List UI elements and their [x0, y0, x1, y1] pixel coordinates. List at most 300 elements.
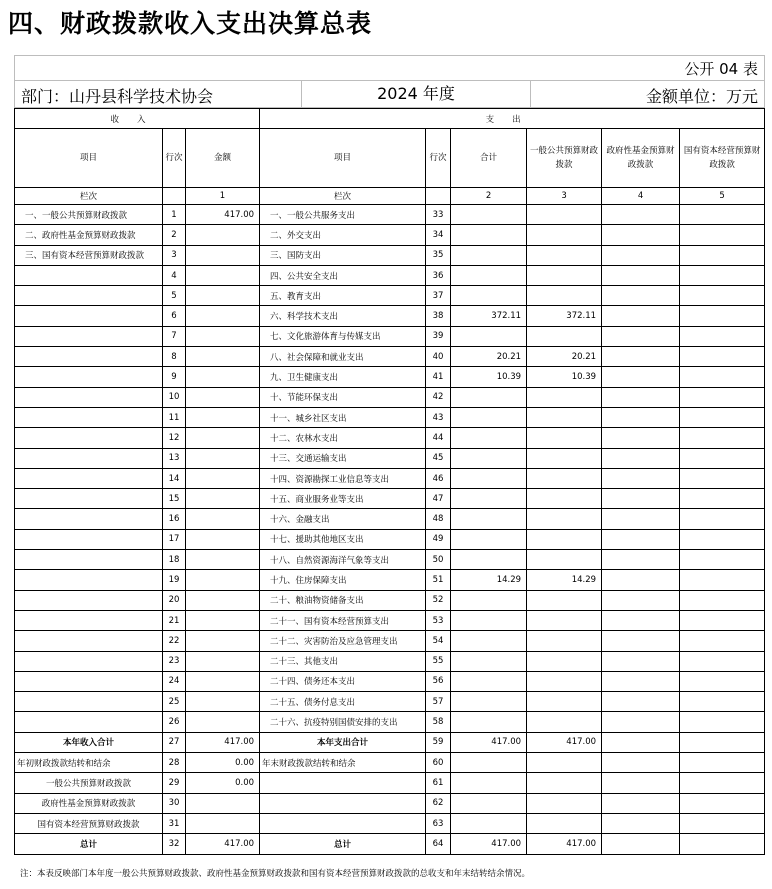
expense-state	[680, 529, 765, 549]
summary-row-begin-balance	[15, 753, 765, 773]
expense-item: 二十三、其他支出	[260, 651, 426, 671]
income-item	[15, 712, 163, 732]
income-amount	[186, 509, 260, 529]
expense-item: 九、卫生健康支出	[260, 367, 426, 387]
page-title: 四、财政拨款收入支出决算总表	[8, 9, 373, 38]
grand-amount-ex: 417.00	[451, 834, 527, 854]
expense-gov	[602, 265, 680, 285]
expense-general: 372.11	[527, 306, 602, 326]
expense-line: 49	[426, 529, 451, 549]
income-item	[15, 367, 163, 387]
year-expense-line: 59	[426, 732, 451, 752]
income-item	[15, 671, 163, 691]
income-line: 14	[163, 468, 186, 488]
table-row	[15, 489, 765, 509]
expense-state	[680, 428, 765, 448]
table-row	[15, 468, 765, 488]
expense-line: 55	[426, 651, 451, 671]
income-amount	[186, 306, 260, 326]
expense-general	[527, 428, 602, 448]
table-row	[15, 448, 765, 468]
income-item	[15, 306, 163, 326]
income-amount	[186, 570, 260, 590]
expense-item: 二十二、灾害防治及应急管理支出	[260, 631, 426, 651]
expense-gov	[602, 651, 680, 671]
income-line: 24	[163, 671, 186, 691]
income-line: 26	[163, 712, 186, 732]
expense-state	[680, 509, 765, 529]
expense-total	[451, 387, 527, 407]
income-amount	[186, 347, 260, 367]
income-amount	[186, 448, 260, 468]
expense-gov	[602, 347, 680, 367]
expense-gov	[602, 570, 680, 590]
income-amount	[186, 407, 260, 427]
expense-item: 二十一、国有资本经营预算支出	[260, 610, 426, 630]
sub3-state	[680, 813, 765, 833]
expense-total	[451, 448, 527, 468]
income-line: 2	[163, 225, 186, 245]
expense-state	[680, 245, 765, 265]
table-row	[15, 245, 765, 265]
sub3-expense-item	[260, 813, 426, 833]
column-header-row	[15, 129, 765, 188]
expense-total	[451, 245, 527, 265]
table-row	[15, 509, 765, 529]
table-row	[15, 692, 765, 712]
sub3-label: 国有资本经营预算财政拨款	[15, 813, 163, 833]
expense-state	[680, 570, 765, 590]
end-line: 60	[426, 753, 451, 773]
expense-gov	[602, 590, 680, 610]
sub2-general	[527, 793, 602, 813]
expense-general: 14.29	[527, 570, 602, 590]
sub2-label: 政府性基金预算财政拨款	[15, 793, 163, 813]
income-item	[15, 570, 163, 590]
expense-gov	[602, 225, 680, 245]
expense-total	[451, 651, 527, 671]
sub2-expense-line: 62	[426, 793, 451, 813]
income-line: 5	[163, 286, 186, 306]
expense-total	[451, 712, 527, 732]
expense-item: 二十四、债务还本支出	[260, 671, 426, 691]
income-line: 10	[163, 387, 186, 407]
sub3-amount	[186, 813, 260, 833]
expense-state	[680, 387, 765, 407]
year-income-amount: 417.00	[186, 732, 260, 752]
grand-state-ex	[680, 834, 765, 854]
expense-general	[527, 448, 602, 468]
table-row	[15, 326, 765, 346]
expense-item: 六、科学技术支出	[260, 306, 426, 326]
expense-line: 52	[426, 590, 451, 610]
income-item	[15, 468, 163, 488]
summary-row-grand-total	[15, 834, 765, 854]
income-item	[15, 407, 163, 427]
expense-item: 十四、资源勘探工业信息等支出	[260, 468, 426, 488]
sub1-gov	[602, 773, 680, 793]
table-row	[15, 265, 765, 285]
expense-state	[680, 468, 765, 488]
expense-line: 48	[426, 509, 451, 529]
income-item	[15, 387, 163, 407]
expense-item: 十三、交通运输支出	[260, 448, 426, 468]
expense-state	[680, 205, 765, 225]
income-amount	[186, 265, 260, 285]
summary-row-sub3	[15, 813, 765, 833]
income-amount	[186, 529, 260, 549]
expense-general	[527, 407, 602, 427]
income-line: 19	[163, 570, 186, 590]
year-income-total-label: 本年收入合计	[15, 732, 163, 752]
expense-gov	[602, 387, 680, 407]
form-code: 公开 04 表	[684, 60, 758, 78]
expense-state	[680, 651, 765, 671]
income-line: 6	[163, 306, 186, 326]
expense-total	[451, 489, 527, 509]
income-amount	[186, 631, 260, 651]
income-item	[15, 550, 163, 570]
table-row	[15, 550, 765, 570]
expense-item: 十六、金融支出	[260, 509, 426, 529]
expense-item: 二十、粮油物资储备支出	[260, 590, 426, 610]
expense-item: 十、节能环保支出	[260, 387, 426, 407]
expense-line: 44	[426, 428, 451, 448]
expense-item: 十一、城乡社区支出	[260, 407, 426, 427]
income-line: 23	[163, 651, 186, 671]
budget-table	[14, 108, 765, 855]
sub1-total	[451, 773, 527, 793]
table-row	[15, 407, 765, 427]
sub1-general	[527, 773, 602, 793]
expense-total	[451, 468, 527, 488]
income-amount: 417.00	[186, 205, 260, 225]
col-general-budget: 一般公共预算财政拨款	[527, 129, 602, 188]
expense-gov	[602, 529, 680, 549]
expense-state	[680, 326, 765, 346]
expense-line: 46	[426, 468, 451, 488]
income-amount	[186, 651, 260, 671]
expense-line: 45	[426, 448, 451, 468]
expense-item: 十五、商业服务业等支出	[260, 489, 426, 509]
grand-line-in: 32	[163, 834, 186, 854]
year-expense-total-label: 本年支出合计	[260, 732, 426, 752]
income-item	[15, 529, 163, 549]
end-state	[680, 753, 765, 773]
report-header	[14, 55, 765, 108]
expense-line: 36	[426, 265, 451, 285]
income-item	[15, 286, 163, 306]
expense-total	[451, 671, 527, 691]
col-income-item: 项目	[15, 129, 163, 188]
expense-general	[527, 509, 602, 529]
colno-4: 4	[602, 188, 680, 205]
table-row	[15, 631, 765, 651]
expense-total	[451, 550, 527, 570]
income-amount	[186, 245, 260, 265]
income-amount	[186, 326, 260, 346]
income-item	[15, 448, 163, 468]
colno-2: 2	[451, 188, 527, 205]
expense-general	[527, 631, 602, 651]
year-expense-gov	[602, 732, 680, 752]
table-row	[15, 306, 765, 326]
table-row	[15, 590, 765, 610]
expense-general	[527, 651, 602, 671]
expense-total: 20.21	[451, 347, 527, 367]
expense-general	[527, 205, 602, 225]
expense-state	[680, 265, 765, 285]
expense-total	[451, 265, 527, 285]
expense-gov	[602, 205, 680, 225]
grand-total-in-label: 总计	[15, 834, 163, 854]
income-line: 25	[163, 692, 186, 712]
unit-label: 金额单位：万元	[645, 87, 758, 106]
expense-total	[451, 428, 527, 448]
sub2-gov	[602, 793, 680, 813]
expense-item: 三、国防支出	[260, 245, 426, 265]
expense-general	[527, 468, 602, 488]
year-income-line: 27	[163, 732, 186, 752]
expense-state	[680, 367, 765, 387]
income-amount	[186, 428, 260, 448]
expense-state	[680, 407, 765, 427]
sub3-total	[451, 813, 527, 833]
sub3-expense-line: 63	[426, 813, 451, 833]
expense-item: 七、文化旅游体育与传媒支出	[260, 326, 426, 346]
expense-gov	[602, 286, 680, 306]
expense-total	[451, 529, 527, 549]
grand-total-ex-label: 总计	[260, 834, 426, 854]
expense-gov	[602, 712, 680, 732]
col-expense-item: 项目	[260, 129, 426, 188]
expense-gov	[602, 367, 680, 387]
colno-1: 1	[186, 188, 260, 205]
sub1-line: 29	[163, 773, 186, 793]
income-line: 9	[163, 367, 186, 387]
end-general	[527, 753, 602, 773]
expense-total	[451, 631, 527, 651]
grand-amount-in: 417.00	[186, 834, 260, 854]
col-total: 合计	[451, 129, 527, 188]
sub3-line: 31	[163, 813, 186, 833]
expense-state	[680, 590, 765, 610]
expense-gov	[602, 692, 680, 712]
expense-gov	[602, 326, 680, 346]
table-row	[15, 205, 765, 225]
expense-state	[680, 671, 765, 691]
income-line: 13	[163, 448, 186, 468]
expense-general	[527, 225, 602, 245]
year-label: 2024 年度	[301, 81, 531, 107]
income-amount	[186, 712, 260, 732]
sub2-amount	[186, 793, 260, 813]
sub3-gov	[602, 813, 680, 833]
income-line: 18	[163, 550, 186, 570]
end-balance-label: 年末财政拨款结转和结余	[260, 753, 426, 773]
table-row	[15, 610, 765, 630]
expense-general: 20.21	[527, 347, 602, 367]
expense-gov	[602, 509, 680, 529]
table-row	[15, 529, 765, 549]
income-item: 一、一般公共预算财政拨款	[15, 205, 163, 225]
grand-gov-ex	[602, 834, 680, 854]
expense-gov	[602, 610, 680, 630]
sub1-amount: 0.00	[186, 773, 260, 793]
expense-gov	[602, 631, 680, 651]
sub1-label: 一般公共预算财政拨款	[15, 773, 163, 793]
expense-state	[680, 631, 765, 651]
expense-item: 二十六、抗疫特别国债安排的支出	[260, 712, 426, 732]
income-item	[15, 651, 163, 671]
expense-total: 14.29	[451, 570, 527, 590]
expense-total	[451, 407, 527, 427]
income-item	[15, 265, 163, 285]
expense-line: 43	[426, 407, 451, 427]
expense-state	[680, 286, 765, 306]
expense-total	[451, 610, 527, 630]
section-header-row	[15, 109, 765, 129]
colno-exp-label: 栏次	[260, 188, 426, 205]
sub2-state	[680, 793, 765, 813]
expense-general	[527, 326, 602, 346]
expense-total	[451, 205, 527, 225]
income-line: 22	[163, 631, 186, 651]
expense-line: 50	[426, 550, 451, 570]
income-amount	[186, 610, 260, 630]
expense-item: 十八、自然资源海洋气象等支出	[260, 550, 426, 570]
expense-item: 五、教育支出	[260, 286, 426, 306]
sub1-expense-item	[260, 773, 426, 793]
header-row-code	[15, 56, 764, 81]
colno-label: 栏次	[15, 188, 163, 205]
income-line: 3	[163, 245, 186, 265]
expense-line: 38	[426, 306, 451, 326]
expense-general	[527, 671, 602, 691]
begin-balance-label: 年初财政拨款结转和结余	[15, 753, 163, 773]
table-row	[15, 225, 765, 245]
income-amount	[186, 225, 260, 245]
income-amount	[186, 489, 260, 509]
expense-line: 53	[426, 610, 451, 630]
expense-gov	[602, 448, 680, 468]
expense-general	[527, 712, 602, 732]
expense-general	[527, 245, 602, 265]
expense-general	[527, 550, 602, 570]
income-line: 16	[163, 509, 186, 529]
colno-blank	[163, 188, 186, 205]
sub1-state	[680, 773, 765, 793]
table-row	[15, 347, 765, 367]
expense-gov	[602, 306, 680, 326]
expense-state	[680, 347, 765, 367]
col-gov-fund: 政府性基金预算财政拨款	[602, 129, 680, 188]
expense-state	[680, 550, 765, 570]
expense-line: 58	[426, 712, 451, 732]
expense-general	[527, 489, 602, 509]
expense-general	[527, 265, 602, 285]
table-row	[15, 671, 765, 691]
expense-item: 八、社会保障和就业支出	[260, 347, 426, 367]
expense-state	[680, 692, 765, 712]
income-amount	[186, 367, 260, 387]
colno-exp-blank	[426, 188, 451, 205]
expense-line: 39	[426, 326, 451, 346]
colno-5: 5	[680, 188, 765, 205]
expense-gov	[602, 245, 680, 265]
expense-gov	[602, 468, 680, 488]
income-line: 4	[163, 265, 186, 285]
income-line: 8	[163, 347, 186, 367]
expense-total: 372.11	[451, 306, 527, 326]
expense-general	[527, 286, 602, 306]
expense-line: 40	[426, 347, 451, 367]
expense-total	[451, 225, 527, 245]
summary-row-sub2	[15, 793, 765, 813]
income-amount	[186, 671, 260, 691]
expense-line: 41	[426, 367, 451, 387]
expense-line: 42	[426, 387, 451, 407]
expense-state	[680, 712, 765, 732]
column-number-row	[15, 188, 765, 205]
expense-total: 10.39	[451, 367, 527, 387]
sub1-expense-line: 61	[426, 773, 451, 793]
expense-gov	[602, 407, 680, 427]
expense-item: 十七、援助其他地区支出	[260, 529, 426, 549]
income-line: 15	[163, 489, 186, 509]
begin-line: 28	[163, 753, 186, 773]
expense-state	[680, 489, 765, 509]
department-label: 部门：山丹县科学技术协会	[21, 87, 214, 106]
income-item	[15, 610, 163, 630]
income-amount	[186, 590, 260, 610]
table-row	[15, 570, 765, 590]
expense-general	[527, 529, 602, 549]
expense-state	[680, 306, 765, 326]
income-item	[15, 489, 163, 509]
grand-general-ex: 417.00	[527, 834, 602, 854]
sub2-total	[451, 793, 527, 813]
year-expense-state	[680, 732, 765, 752]
income-item: 二、政府性基金预算财政拨款	[15, 225, 163, 245]
income-line: 21	[163, 610, 186, 630]
expense-line: 57	[426, 692, 451, 712]
expense-item: 二十五、债务付息支出	[260, 692, 426, 712]
expense-item: 十二、农林水支出	[260, 428, 426, 448]
income-amount	[186, 286, 260, 306]
income-amount	[186, 692, 260, 712]
grand-line-ex: 64	[426, 834, 451, 854]
expense-item: 十九、住房保障支出	[260, 570, 426, 590]
expense-state	[680, 610, 765, 630]
table-row	[15, 712, 765, 732]
summary-row-year-total	[15, 732, 765, 752]
year-expense-total-amount: 417.00	[451, 732, 527, 752]
table-row	[15, 286, 765, 306]
expense-item: 一、一般公共服务支出	[260, 205, 426, 225]
expense-gov	[602, 671, 680, 691]
table-row	[15, 428, 765, 448]
year-expense-general: 417.00	[527, 732, 602, 752]
expense-total	[451, 509, 527, 529]
income-item: 三、国有资本经营预算财政拨款	[15, 245, 163, 265]
expense-line: 54	[426, 631, 451, 651]
expense-line: 34	[426, 225, 451, 245]
end-gov	[602, 753, 680, 773]
income-line: 12	[163, 428, 186, 448]
expense-general	[527, 610, 602, 630]
income-item	[15, 590, 163, 610]
